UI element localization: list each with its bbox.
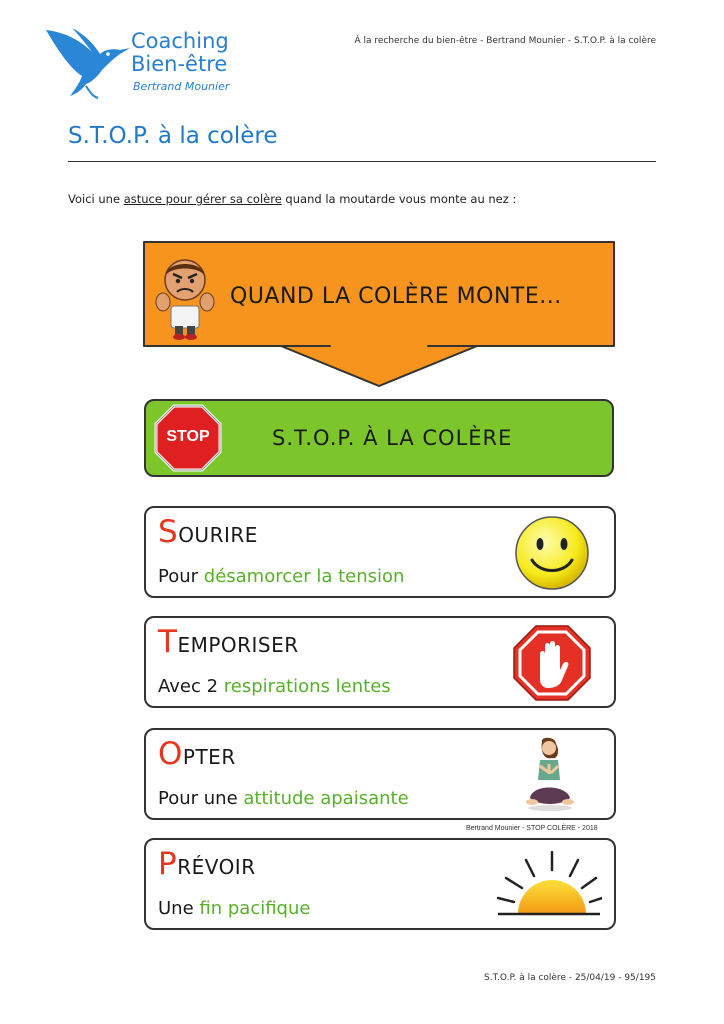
page-title: S.T.O.P. à la colère (68, 123, 278, 149)
step-subtitle (158, 566, 404, 587)
step-card-opter (144, 728, 616, 820)
step-heading-rest: EMPORISER (177, 633, 299, 657)
angry-boy-icon (155, 250, 215, 340)
step-initial: P (158, 846, 178, 882)
step-card-sourire (144, 506, 616, 598)
top-banner-text: QUAND LA COLÈRE MONTE... (230, 284, 562, 309)
step-initial: O (158, 736, 183, 772)
logo-author: Bertrand Mounier (133, 80, 230, 93)
step-initial: S (158, 514, 179, 550)
step-subtitle (158, 898, 310, 919)
page-footer: S.T.O.P. à la colère - 25/04/19 - 95/195 (484, 973, 656, 983)
meditating-woman-icon (522, 736, 578, 816)
intro-before: Voici une (68, 192, 124, 206)
step-heading-rest: PTER (182, 745, 236, 769)
step-heading (158, 846, 256, 882)
intro-link: astuce pour gérer sa colère (123, 192, 282, 206)
step-card-temporiser (144, 616, 616, 708)
step-heading (158, 736, 236, 772)
step-sub-green: fin pacifique (199, 898, 311, 919)
step-sub-plain: Une (158, 898, 200, 919)
step-heading-rest: RÉVOIR (177, 855, 256, 879)
step-heading (158, 514, 258, 550)
step-card-prevoir (144, 838, 616, 930)
logo-line2: Bien-être (131, 52, 228, 76)
logo-line1: Coaching (131, 29, 229, 53)
rising-sun-icon (496, 848, 602, 922)
step-subtitle (158, 676, 391, 697)
step-sub-plain: Pour (158, 566, 204, 587)
stop-sign-text: STOP (166, 428, 210, 445)
step-heading (158, 624, 299, 660)
stop-hand-icon (512, 624, 592, 702)
intro-paragraph (68, 192, 516, 206)
step-heading-rest: OURIRE (178, 523, 258, 547)
stop-banner-label: S.T.O.P. À LA COLÈRE (272, 426, 513, 450)
step-sub-green: attitude apaisante (243, 788, 409, 809)
image-credit: Bertrand Mounier - STOP COLÈRE - 2018 (466, 825, 598, 832)
smiley-icon (512, 514, 592, 592)
header-reference: À la recherche du bien-être - Bertrand Mounier - S.T.O.P. à la colère (354, 36, 656, 46)
step-subtitle (158, 788, 409, 809)
step-initial: T (158, 624, 178, 660)
hummingbird-icon (42, 24, 132, 100)
step-sub-green: désamorcer la tension (203, 566, 405, 587)
step-sub-plain: Pour une (158, 788, 244, 809)
title-divider (68, 161, 656, 162)
step-sub-green: respirations lentes (223, 676, 391, 697)
intro-after: quand la moutarde vous monte au nez : (281, 192, 517, 206)
step-sub-plain: Avec 2 (158, 676, 224, 697)
